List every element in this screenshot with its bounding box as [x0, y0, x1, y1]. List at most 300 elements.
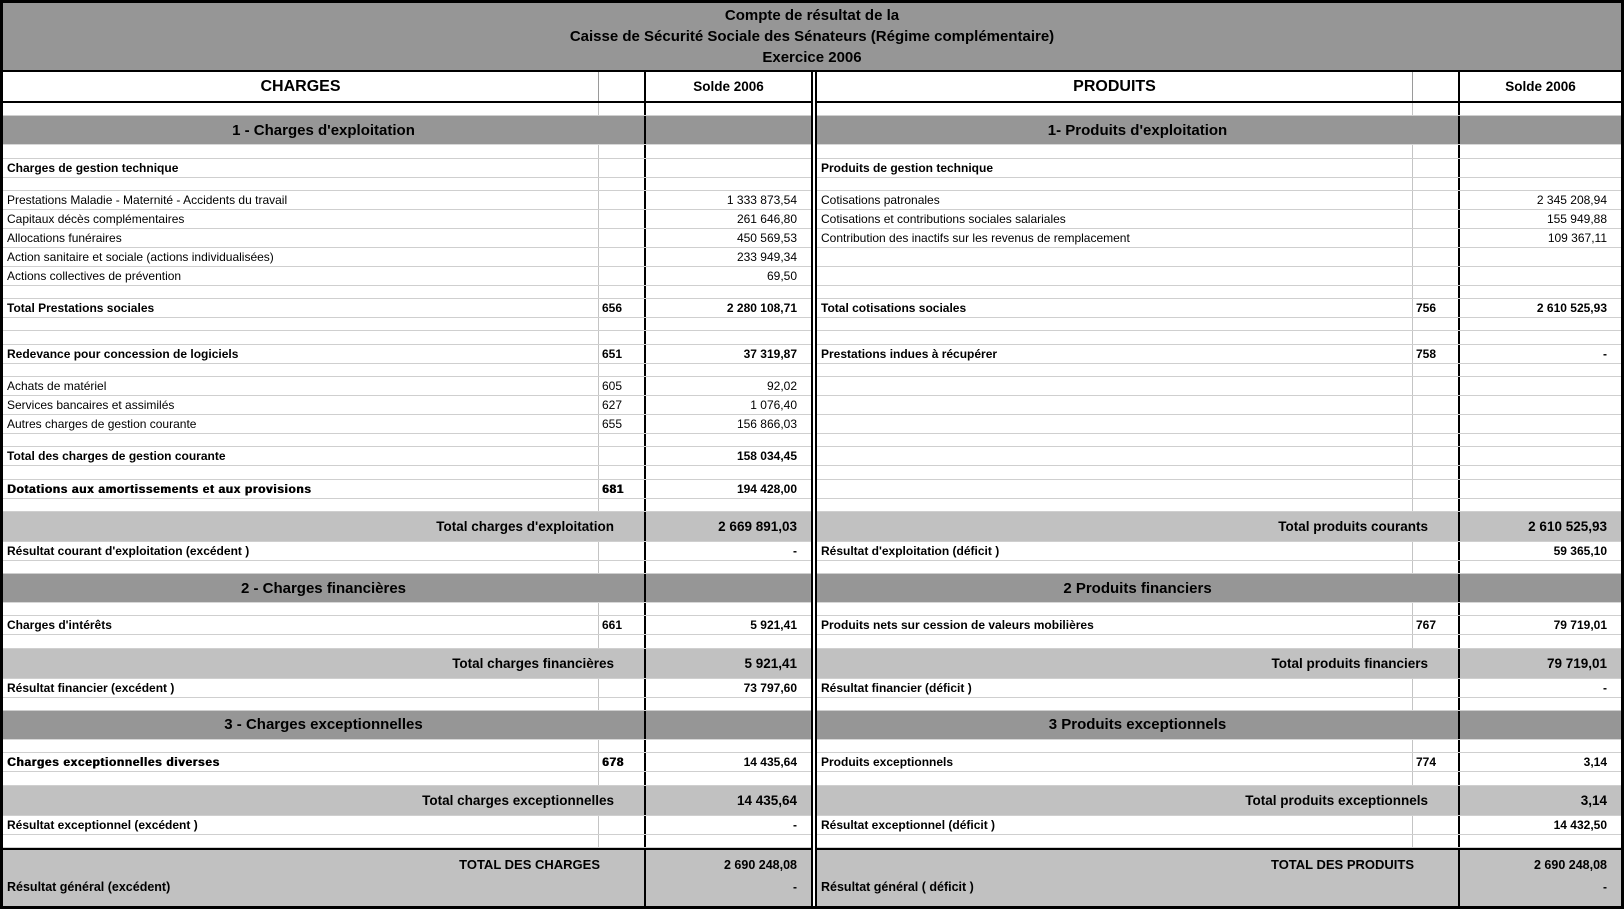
- table-row: [3, 679, 811, 698]
- row-label: Cotisations patronales: [817, 191, 1413, 209]
- subtotal-row: [3, 512, 811, 542]
- account-code: [599, 248, 646, 266]
- table-row: [3, 396, 811, 415]
- table-row: [817, 679, 1621, 698]
- spacer-row: [817, 364, 1621, 377]
- amount-cell: [646, 574, 811, 602]
- amount-value: [1460, 480, 1621, 498]
- row-label: [817, 698, 1413, 710]
- account-code: [599, 318, 646, 330]
- table-row: [817, 229, 1621, 248]
- row-label: [3, 318, 599, 330]
- amount-value: [646, 331, 811, 343]
- account-code: [599, 561, 646, 573]
- amount-value: [646, 698, 811, 710]
- table-row: [3, 753, 811, 772]
- subtotal-row: [817, 786, 1621, 816]
- amount-value: -: [1603, 346, 1607, 361]
- amount-value: [1460, 318, 1621, 330]
- amount-value: [1460, 377, 1621, 395]
- row-label: [3, 331, 599, 343]
- spacer-row: [3, 772, 811, 785]
- amount-value: [646, 499, 811, 511]
- row-label: [817, 499, 1413, 511]
- table-row: [817, 415, 1621, 434]
- table-row: [3, 248, 811, 267]
- spacer-row: [817, 740, 1621, 753]
- amount-value: [646, 178, 811, 190]
- account-code: [1413, 318, 1460, 330]
- row-label: Charges exceptionnelles diverses: [3, 753, 599, 771]
- account-code: [1413, 466, 1460, 478]
- account-code: [599, 103, 646, 115]
- account-code: [1413, 772, 1460, 784]
- amount-value: [646, 103, 811, 115]
- amount-cell: [1460, 116, 1621, 144]
- amount-value: 158 034,45: [736, 449, 797, 464]
- table-row: [817, 542, 1621, 561]
- amount-value: 2 345 208,94: [1536, 192, 1607, 207]
- account-code: [1413, 159, 1460, 177]
- row-label: Charges de gestion technique: [3, 159, 599, 177]
- section-title: 2 - Charges financières: [3, 574, 646, 602]
- amount-value: [646, 364, 811, 376]
- spacer-row: [3, 145, 811, 158]
- row-label: [817, 772, 1413, 784]
- produits-rows: [817, 103, 1621, 906]
- account-code: [599, 210, 646, 228]
- row-label: Dotations aux amortissements et aux provisions: [3, 480, 599, 498]
- amount-value: [1460, 178, 1621, 190]
- account-code: [1413, 499, 1460, 511]
- charges-column-header: CHARGES: [3, 72, 599, 101]
- spacer-row: [3, 466, 811, 479]
- row-label: [3, 835, 599, 847]
- general-result-label: Résultat général (excédent): [3, 880, 646, 906]
- amount-value: [1460, 267, 1621, 285]
- amount-value: [1460, 103, 1621, 115]
- charges-rows: [3, 103, 811, 906]
- amount-value: [646, 772, 811, 784]
- subtotal-label: Total charges financières: [3, 649, 646, 678]
- account-code: [599, 772, 646, 784]
- account-code: 767: [1413, 616, 1460, 634]
- table-row: [817, 753, 1621, 772]
- account-code: [599, 229, 646, 247]
- row-label: [817, 145, 1413, 157]
- spacer-row: [817, 103, 1621, 116]
- table-row: [3, 267, 811, 286]
- row-label: Capitaux décès complémentaires: [3, 210, 599, 228]
- account-code: 756: [1413, 299, 1460, 317]
- amount-value: [646, 466, 811, 478]
- table-row: [3, 415, 811, 434]
- account-code: [1413, 286, 1460, 298]
- table-row: [3, 159, 811, 178]
- amount-value: 261 646,80: [736, 211, 797, 226]
- row-label: Action sanitaire et sociale (actions individualisées): [3, 248, 599, 266]
- amount-value: [1460, 466, 1621, 478]
- row-label: Produits exceptionnels: [817, 753, 1413, 771]
- account-code: [599, 542, 646, 560]
- spacer-row: [3, 635, 811, 648]
- account-code: [1413, 191, 1460, 209]
- account-code: [1413, 434, 1460, 446]
- general-result-amount: -: [793, 879, 797, 894]
- amount-value: 69,50: [766, 268, 797, 283]
- section-header-row: [3, 711, 811, 740]
- spacer-row: [3, 740, 811, 753]
- amount-value: [646, 286, 811, 298]
- row-label: Résultat financier (excédent ): [3, 679, 599, 697]
- amount-value: [646, 740, 811, 752]
- table-row: [817, 210, 1621, 229]
- account-code: 758: [1413, 345, 1460, 363]
- section-header-row: [817, 574, 1621, 603]
- spacer-row: [817, 561, 1621, 574]
- row-label: [817, 603, 1413, 615]
- amount-cell: [646, 116, 811, 144]
- table-row: [817, 396, 1621, 415]
- subtotal-amount: 79 719,01: [1546, 655, 1607, 671]
- amount-value: [646, 145, 811, 157]
- produits-solde-column-header: Solde 2006: [1505, 79, 1576, 94]
- title-line-3: Exercice 2006: [762, 49, 862, 66]
- amount-value: [1460, 145, 1621, 157]
- account-code: 605: [599, 377, 646, 395]
- sheet-title: [3, 3, 1621, 72]
- amount-value: 1 076,40: [750, 397, 797, 412]
- subtotal-amount: 3,14: [1580, 792, 1607, 808]
- amount-value: [1460, 603, 1621, 615]
- spacer-row: [3, 835, 811, 848]
- row-label: [3, 561, 599, 573]
- row-label: [817, 267, 1413, 285]
- table-row: [3, 616, 811, 635]
- row-label: [3, 286, 599, 298]
- table-row: [817, 616, 1621, 635]
- amount-value: 14 435,64: [743, 755, 797, 770]
- table-row: [817, 159, 1621, 178]
- account-code: [599, 447, 646, 465]
- amount-value: [1460, 248, 1621, 266]
- row-label: [817, 835, 1413, 847]
- account-code: [1413, 603, 1460, 615]
- table-row: [3, 377, 811, 396]
- row-label: [817, 466, 1413, 478]
- row-label: Résultat courant d'exploitation (excédent ): [3, 542, 599, 560]
- account-code: [1413, 561, 1460, 573]
- amount-value: [1460, 331, 1621, 343]
- account-code: [1413, 835, 1460, 847]
- amount-value: [646, 603, 811, 615]
- row-label: [817, 480, 1413, 498]
- row-label: Services bancaires et assimilés: [3, 396, 599, 414]
- row-label: [3, 740, 599, 752]
- title-line-2: Caisse de Sécurité Sociale des Sénateurs (Régime complémentaire): [569, 28, 1055, 45]
- account-code: [599, 286, 646, 298]
- grand-total-row: [3, 848, 811, 880]
- account-code: [599, 434, 646, 446]
- spacer-row: [3, 331, 811, 344]
- amount-value: -: [793, 543, 797, 558]
- row-label: Résultat exceptionnel (excédent ): [3, 816, 599, 834]
- amount-value: [1460, 698, 1621, 710]
- subtotal-label: Total produits exceptionnels: [817, 786, 1460, 815]
- account-code: 655: [599, 415, 646, 433]
- charges-header-row: [3, 72, 811, 103]
- row-label: [3, 145, 599, 157]
- amount-value: 92,02: [766, 378, 797, 393]
- table-row: [817, 377, 1621, 396]
- row-label: [3, 466, 599, 478]
- row-label: [817, 286, 1413, 298]
- row-label: Produits de gestion technique: [817, 159, 1413, 177]
- account-code: [1413, 364, 1460, 376]
- row-label: [3, 434, 599, 446]
- account-code: [599, 466, 646, 478]
- amount-value: [1460, 835, 1621, 847]
- amount-value: 3,14: [1583, 755, 1607, 770]
- amount-cell: [1460, 711, 1621, 739]
- account-code: [1413, 377, 1460, 395]
- spacer-row: [817, 698, 1621, 711]
- amount-value: [646, 635, 811, 647]
- table-row: [817, 267, 1621, 286]
- table-row: [3, 345, 811, 364]
- account-code: [599, 267, 646, 285]
- amount-value: 156 866,03: [736, 416, 797, 431]
- grand-total-amount: 2 690 248,08: [724, 857, 797, 872]
- account-code: 661: [599, 616, 646, 634]
- spacer-row: [817, 603, 1621, 616]
- amount-value: -: [793, 817, 797, 832]
- row-label: Cotisations et contributions sociales salariales: [817, 210, 1413, 228]
- spacer-row: [3, 603, 811, 616]
- amount-value: [1460, 635, 1621, 647]
- spacer-row: [3, 434, 811, 447]
- account-code: 651: [599, 345, 646, 363]
- account-code: [1413, 145, 1460, 157]
- account-code: [599, 159, 646, 177]
- spacer-row: [3, 561, 811, 574]
- table-row: [3, 542, 811, 561]
- amount-value: [1460, 772, 1621, 784]
- account-code: [599, 740, 646, 752]
- subtotal-amount: 5 921,41: [744, 655, 797, 671]
- account-code: [1413, 415, 1460, 433]
- account-code: 627: [599, 396, 646, 414]
- spacer-row: [817, 178, 1621, 191]
- row-label: Allocations funéraires: [3, 229, 599, 247]
- row-label: [817, 447, 1413, 465]
- account-code: [599, 679, 646, 697]
- subtotal-amount: 2 669 891,03: [718, 518, 797, 534]
- amount-value: 73 797,60: [743, 680, 797, 695]
- spacer-row: [3, 499, 811, 512]
- subtotal-row: [817, 512, 1621, 542]
- row-label: Redevance pour concession de logiciels: [3, 345, 599, 363]
- account-code: [599, 178, 646, 190]
- table-row: [3, 816, 811, 835]
- amount-value: 109 367,11: [1547, 230, 1607, 245]
- amount-value: [646, 434, 811, 446]
- produits-code-column-header: [1413, 72, 1460, 101]
- produits-header-row: [817, 72, 1621, 103]
- subtotal-label: Total charges d'exploitation: [3, 512, 646, 541]
- section-title: 2 Produits financiers: [817, 574, 1460, 602]
- account-code: [599, 603, 646, 615]
- account-code: [1413, 267, 1460, 285]
- table-row: [3, 299, 811, 318]
- subtotal-amount: 2 610 525,93: [1528, 518, 1607, 534]
- row-label: [817, 561, 1413, 573]
- section-title: 3 - Charges exceptionnelles: [3, 711, 646, 739]
- table-row: [3, 210, 811, 229]
- row-label: [817, 318, 1413, 330]
- charges-code-column-header: [599, 72, 646, 101]
- account-code: 678: [599, 753, 646, 771]
- section-header-row: [817, 711, 1621, 740]
- row-label: [817, 377, 1413, 395]
- amount-value: [1460, 561, 1621, 573]
- table-row: [817, 191, 1621, 210]
- amount-value: 2 280 108,71: [726, 301, 797, 316]
- row-label: Total des charges de gestion courante: [3, 447, 599, 465]
- subtotal-row: [3, 649, 811, 679]
- row-label: Total Prestations sociales: [3, 299, 599, 317]
- spacer-row: [817, 499, 1621, 512]
- spacer-row: [817, 145, 1621, 158]
- account-code: [1413, 480, 1460, 498]
- title-line-1: Compte de résultat de la: [724, 7, 900, 24]
- account-code: [599, 331, 646, 343]
- section-title: 1 - Charges d'exploitation: [3, 116, 646, 144]
- row-label: Total cotisations sociales: [817, 299, 1413, 317]
- table-row: [817, 345, 1621, 364]
- amount-value: [1460, 286, 1621, 298]
- statement-table: [3, 72, 1621, 906]
- account-code: [1413, 679, 1460, 697]
- account-code: [1413, 698, 1460, 710]
- spacer-row: [3, 178, 811, 191]
- row-label: Résultat d'exploitation (déficit ): [817, 542, 1413, 560]
- spacer-row: [3, 286, 811, 299]
- account-code: [1413, 635, 1460, 647]
- general-result-row: [817, 880, 1621, 906]
- account-code: [599, 635, 646, 647]
- row-label: [3, 635, 599, 647]
- row-label: [817, 740, 1413, 752]
- table-row: [817, 299, 1621, 318]
- spacer-row: [817, 635, 1621, 648]
- account-code: [1413, 816, 1460, 834]
- account-code: [1413, 248, 1460, 266]
- charges-solde-column-header: Solde 2006: [693, 79, 764, 94]
- account-code: [599, 364, 646, 376]
- grand-total-label: TOTAL DES CHARGES: [3, 850, 646, 880]
- amount-value: 233 949,34: [736, 249, 797, 264]
- amount-value: 155 949,88: [1546, 211, 1607, 226]
- amount-value: [1460, 364, 1621, 376]
- account-code: [1413, 103, 1460, 115]
- row-label: [3, 603, 599, 615]
- row-label: [3, 364, 599, 376]
- table-row: [3, 229, 811, 248]
- section-header-row: [817, 116, 1621, 145]
- general-result-label: Résultat général ( déficit ): [817, 880, 1460, 906]
- account-code: [1413, 447, 1460, 465]
- table-row: [817, 816, 1621, 835]
- amount-value: 14 432,50: [1553, 817, 1607, 832]
- spacer-row: [817, 434, 1621, 447]
- row-label: Achats de matériel: [3, 377, 599, 395]
- charges-half: [3, 72, 811, 906]
- account-code: [599, 145, 646, 157]
- table-row: [3, 447, 811, 466]
- amount-value: [646, 561, 811, 573]
- amount-value: 79 719,01: [1553, 618, 1607, 633]
- row-label: [817, 331, 1413, 343]
- account-code: [1413, 331, 1460, 343]
- account-code: [599, 499, 646, 511]
- spacer-row: [817, 286, 1621, 299]
- account-code: 774: [1413, 753, 1460, 771]
- account-code: [1413, 210, 1460, 228]
- subtotal-row: [3, 786, 811, 816]
- account-code: [599, 835, 646, 847]
- account-code: [1413, 740, 1460, 752]
- row-label: Résultat exceptionnel (déficit ): [817, 816, 1413, 834]
- amount-value: [1460, 396, 1621, 414]
- row-label: [817, 415, 1413, 433]
- amount-value: 5 921,41: [750, 618, 797, 633]
- amount-value: -: [1603, 680, 1607, 695]
- amount-cell: [646, 711, 811, 739]
- amount-value: [646, 318, 811, 330]
- subtotal-label: Total produits courants: [817, 512, 1460, 541]
- grand-total-row: [817, 848, 1621, 880]
- amount-cell: [1460, 574, 1621, 602]
- amount-value: [1460, 415, 1621, 433]
- row-label: [817, 178, 1413, 190]
- amount-value: [646, 835, 811, 847]
- amount-value: [1460, 159, 1621, 177]
- amount-value: [1460, 740, 1621, 752]
- spacer-row: [817, 331, 1621, 344]
- account-code: [1413, 178, 1460, 190]
- amount-value: 2 610 525,93: [1536, 301, 1607, 316]
- section-header-row: [3, 116, 811, 145]
- row-label: [817, 396, 1413, 414]
- row-label: [817, 635, 1413, 647]
- section-title: 1- Produits d'exploitation: [817, 116, 1460, 144]
- row-label: Prestations indues à récupérer: [817, 345, 1413, 363]
- general-result-amount: -: [1603, 879, 1607, 894]
- produits-column-header: PRODUITS: [817, 72, 1413, 101]
- subtotal-row: [817, 649, 1621, 679]
- amount-value: [1460, 499, 1621, 511]
- spacer-row: [817, 318, 1621, 331]
- row-label: [3, 772, 599, 784]
- spacer-row: [3, 103, 811, 116]
- grand-total-amount: 2 690 248,08: [1534, 857, 1607, 872]
- spacer-row: [3, 318, 811, 331]
- spacer-row: [3, 364, 811, 377]
- row-label: Autres charges de gestion courante: [3, 415, 599, 433]
- section-header-row: [3, 574, 811, 603]
- table-row: [817, 248, 1621, 267]
